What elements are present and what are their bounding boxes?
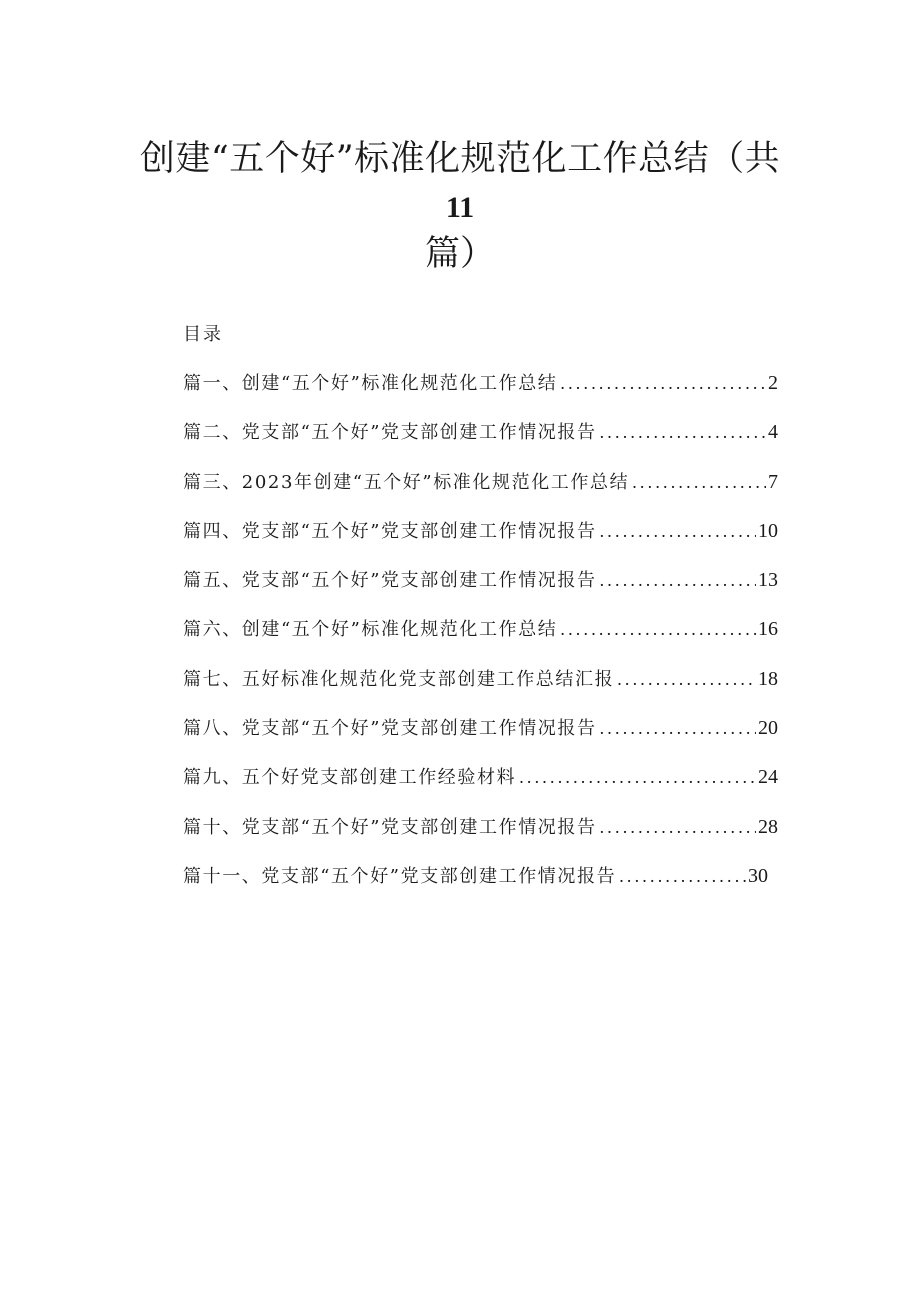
toc-heading: 目录 bbox=[183, 324, 223, 345]
toc-entry-page: 30 bbox=[748, 864, 768, 887]
toc-entry-page: 2 bbox=[768, 372, 778, 394]
toc-entry-page: 7 bbox=[768, 470, 778, 493]
toc-entry-label: 篇七、五好标准化规范化党支部创建工作总结汇报 bbox=[183, 668, 615, 690]
toc-leader-dots bbox=[619, 863, 746, 889]
toc-entry-label: 篇四、党支部“五个好”党支部创建工作情况报告 bbox=[183, 520, 597, 542]
toc-entry-1[interactable] bbox=[183, 370, 778, 419]
toc-entry-10[interactable] bbox=[183, 814, 778, 863]
toc-leader-dots bbox=[600, 567, 756, 593]
toc-leader-dots bbox=[519, 764, 756, 790]
table-of-contents bbox=[183, 370, 778, 912]
toc-entry-page: 24 bbox=[758, 766, 778, 789]
toc-leader-dots bbox=[560, 616, 756, 642]
toc-entry-label: 篇九、五个好党支部创建工作经验材料 bbox=[183, 767, 517, 789]
toc-entry-label: 篇十一、党支部“五个好”党支部创建工作情况报告 bbox=[183, 865, 617, 887]
toc-leader-dots bbox=[560, 370, 766, 396]
toc-entry-2[interactable] bbox=[183, 419, 778, 468]
toc-entry-label: 篇二、党支部“五个好”党支部创建工作情况报告 bbox=[183, 422, 597, 444]
toc-entry-11[interactable] bbox=[183, 863, 768, 912]
toc-entry-label: 篇一、创建“五个好”标准化规范化工作总结 bbox=[183, 373, 558, 394]
title-line-2: 11 bbox=[445, 191, 475, 224]
toc-entry-8[interactable] bbox=[183, 715, 778, 764]
toc-entry-page: 10 bbox=[758, 519, 778, 542]
toc-entry-page: 20 bbox=[758, 717, 778, 740]
toc-leader-dots bbox=[600, 814, 756, 840]
title-line-1: 创建“五个好”标准化规范化工作总结（共 bbox=[139, 139, 781, 179]
title-line-3: 篇） bbox=[424, 234, 495, 274]
toc-entry-label: 篇五、党支部“五个好”党支部创建工作情况报告 bbox=[183, 570, 597, 592]
toc-leader-dots bbox=[600, 419, 766, 445]
toc-entry-label: 篇八、党支部“五个好”党支部创建工作情况报告 bbox=[183, 718, 597, 740]
toc-entry-7[interactable] bbox=[183, 666, 778, 715]
toc-entry-page: 13 bbox=[758, 569, 778, 592]
toc-entry-9[interactable] bbox=[183, 764, 778, 813]
toc-entry-page: 28 bbox=[758, 815, 778, 838]
toc-entry-6[interactable] bbox=[183, 616, 778, 665]
toc-entry-5[interactable] bbox=[183, 567, 778, 616]
toc-entry-page: 4 bbox=[768, 421, 778, 444]
toc-entry-4[interactable] bbox=[183, 518, 778, 567]
toc-leader-dots bbox=[617, 666, 756, 692]
toc-entry-3[interactable] bbox=[183, 469, 778, 518]
toc-entry-label: 篇十、党支部“五个好”党支部创建工作情况报告 bbox=[183, 816, 597, 838]
toc-entry-page: 16 bbox=[758, 618, 778, 641]
toc-entry-page: 18 bbox=[758, 667, 778, 690]
toc-leader-dots bbox=[600, 518, 756, 544]
toc-leader-dots bbox=[632, 469, 766, 495]
toc-leader-dots bbox=[600, 715, 756, 741]
document-title bbox=[0, 133, 920, 277]
toc-entry-label: 篇三、2023年创建“五个好”标准化规范化工作总结 bbox=[183, 471, 630, 493]
toc-entry-label: 篇六、创建“五个好”标准化规范化工作总结 bbox=[183, 619, 558, 641]
